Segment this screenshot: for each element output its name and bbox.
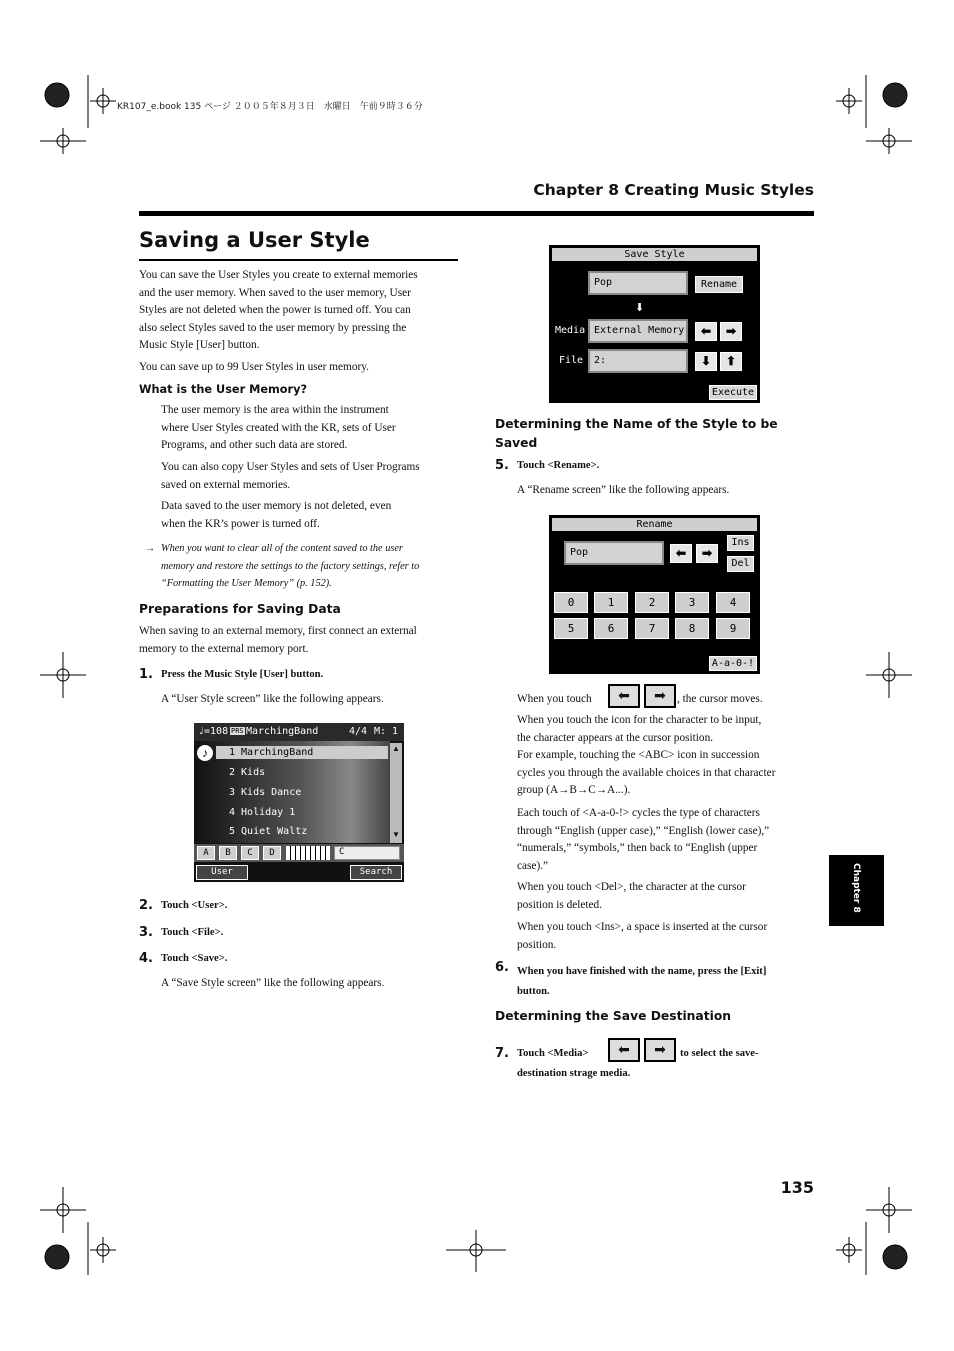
- right-paragraph-4: [517, 919, 767, 954]
- key-6[interactable]: 6: [594, 618, 628, 639]
- scroll-down-icon[interactable]: ▼: [392, 830, 400, 839]
- step-2-number: 2.: [139, 898, 153, 913]
- title-underline: [139, 259, 458, 261]
- text-line: button.: [517, 986, 550, 997]
- text-line: position is deleted.: [517, 898, 603, 911]
- step-6-text: [517, 962, 766, 1002]
- file-down-arrow-button[interactable]: ⬇: [695, 352, 717, 371]
- step-5-number: 5.: [495, 458, 509, 473]
- execute-button[interactable]: Execute: [709, 385, 757, 400]
- intro-paragraph: [139, 267, 469, 355]
- search-field[interactable]: C: [334, 846, 400, 860]
- char-type-button[interactable]: A-a-0-!: [709, 656, 757, 671]
- measure-value: 1: [392, 726, 399, 737]
- list-item[interactable]: 5 Quiet Waltz: [229, 826, 308, 837]
- media-left-arrow-button[interactable]: ⬅: [695, 322, 717, 341]
- intro-paragraph-2: You can save up to 99 User Styles in user memory.: [139, 361, 369, 373]
- cursor-text-post: , the cursor moves.: [677, 693, 763, 705]
- tab-d[interactable]: D: [263, 846, 281, 860]
- what-paragraph-1: [161, 402, 396, 455]
- text-line: When you touch <Del>, the character at the cursor: [517, 881, 746, 893]
- media-label: Media: [555, 325, 586, 336]
- style-name-display: MarchingBand: [246, 726, 319, 737]
- user-style-screen: [194, 723, 404, 882]
- file-label: File: [559, 355, 584, 366]
- preset-badge: PRS: [231, 727, 244, 735]
- right-paragraph-3: [517, 879, 746, 914]
- step-6-number: 6.: [495, 960, 509, 975]
- tab-c[interactable]: C: [241, 846, 259, 860]
- print-meta: KR107_e.book 135 ページ ２００５年８月３日 水曜日 午前９時３６分: [117, 102, 423, 112]
- step-3-number: 3.: [139, 925, 153, 940]
- text-line: You can also copy User Styles and sets of User Programs: [161, 461, 420, 473]
- ins-button[interactable]: Ins: [727, 535, 754, 551]
- style-name-field[interactable]: Pop: [588, 271, 688, 295]
- list-item[interactable]: 4 Holiday 1: [229, 807, 296, 818]
- music-note-icon: ♪: [197, 745, 213, 761]
- search-button[interactable]: Search: [350, 865, 402, 880]
- note-text: [161, 540, 419, 593]
- text-line: the character appears at the cursor position.: [517, 731, 714, 744]
- what-heading: What is the User Memory?: [139, 383, 308, 396]
- file-field[interactable]: 2:: [588, 349, 688, 373]
- tab-a[interactable]: A: [197, 846, 215, 860]
- text-line: saved on external memories.: [161, 478, 291, 491]
- det-name-heading: [495, 415, 778, 453]
- measure-label: M:: [374, 726, 387, 737]
- prep-paragraph: [139, 623, 417, 658]
- key-3[interactable]: 3: [675, 592, 709, 613]
- step-4-number: 4.: [139, 951, 153, 966]
- screen-title: Save Style: [552, 248, 757, 261]
- save-style-screen: [549, 245, 760, 403]
- chapter-side-tab: [829, 855, 884, 926]
- keyboard-icon: [286, 846, 330, 860]
- text-line: group (A→B→C→A...).: [517, 784, 631, 797]
- text-line: and the user memory. When saved to the user memory, User: [139, 286, 411, 299]
- right-paragraph-2: [517, 805, 769, 875]
- heading-line: Determining the Name of the Style to be: [495, 417, 778, 431]
- file-up-arrow-button[interactable]: ⬆: [720, 352, 742, 371]
- text-line: For example, touching the <ABC> icon in succession: [517, 749, 760, 762]
- text-line: “Formatting the User Memory” (p. 152).: [161, 578, 332, 590]
- cursor-text-pre: When you touch: [517, 693, 592, 705]
- text-line: Data saved to the user memory is not deleted, even: [161, 500, 392, 512]
- step-1-number: 1.: [139, 667, 153, 682]
- key-7[interactable]: 7: [635, 618, 669, 639]
- text-line: Styles are not deleted when the power is turned off. You can: [139, 304, 411, 317]
- text-line: The user memory is the area within the instrument: [161, 404, 389, 416]
- step-7-text-pre: Touch <Media>: [517, 1048, 589, 1059]
- text-line: through “English (upper case),” “English (lower case),”: [517, 824, 770, 837]
- page-number: 135: [780, 1178, 814, 1197]
- key-2[interactable]: 2: [635, 592, 669, 613]
- text-line: When you want to clear all of the content saved to the user: [161, 543, 403, 554]
- right-paragraph-1: [517, 712, 775, 800]
- text-line: also select Styles saved to the user memory by pressing the: [139, 321, 407, 334]
- step-4-result: A “Save Style screen” like the following appears.: [161, 977, 385, 989]
- text-line: You can save the User Styles you create to external memories: [139, 269, 418, 281]
- text-line: Music Style [User] button.: [139, 339, 260, 352]
- cursor-right-arrow-button[interactable]: ➡: [696, 544, 718, 563]
- scroll-up-icon[interactable]: ▲: [392, 744, 400, 753]
- del-button[interactable]: Del: [727, 556, 754, 572]
- inline-left-arrow-icon: ⬅: [608, 1038, 640, 1062]
- prep-heading: Preparations for Saving Data: [139, 602, 341, 616]
- text-line: When you touch the icon for the character to be input,: [517, 714, 762, 726]
- text-line: memory to the external memory port.: [139, 642, 309, 655]
- inline-right-arrow-icon: ➡: [644, 684, 676, 708]
- text-line: case).”: [517, 859, 549, 872]
- tempo-display: ♩=108: [198, 726, 229, 737]
- text-line: position.: [517, 938, 557, 951]
- what-paragraph-2: [161, 459, 420, 494]
- step-5-result: A “Rename screen” like the following appears.: [517, 484, 730, 496]
- dest-heading: Determining the Save Destination: [495, 1009, 732, 1023]
- side-tab-label: Chapter 8: [851, 863, 861, 913]
- text-line: When saving to an external memory, first connect an external: [139, 625, 417, 637]
- down-arrow-icon: ⬇: [635, 302, 645, 314]
- step-1-result: A “User Style screen” like the following appears.: [161, 693, 384, 705]
- key-1[interactable]: 1: [594, 592, 628, 613]
- screen-topbar: [194, 723, 404, 741]
- media-right-arrow-button[interactable]: ➡: [720, 322, 742, 341]
- key-9[interactable]: 9: [716, 618, 750, 639]
- meter-display: 4/4: [349, 726, 368, 737]
- cursor-left-arrow-button[interactable]: ⬅: [670, 544, 692, 563]
- list-item[interactable]: 3 Kids Dance: [229, 787, 302, 798]
- step-1-text: Press the Music Style [User] button.: [161, 669, 324, 680]
- step-3-text: Touch <File>.: [161, 927, 224, 938]
- key-4[interactable]: 4: [716, 592, 750, 613]
- text-line: memory and restore the settings to the factory settings, refer to: [161, 560, 420, 572]
- text-line: Programs, and other such data are stored.: [161, 439, 348, 452]
- step-2-text: Touch <User>.: [161, 900, 228, 911]
- list-item[interactable]: 2 Kids: [229, 767, 266, 778]
- text-line: When you touch <Ins>, a space is inserted at the cursor: [517, 921, 768, 933]
- screen-title: Rename: [552, 518, 757, 531]
- user-button[interactable]: User: [196, 865, 248, 880]
- step-5-text: Touch <Rename>.: [517, 460, 600, 471]
- step-7-text-post: to select the save-: [680, 1048, 759, 1059]
- media-field[interactable]: External Memory: [588, 319, 688, 343]
- step-7-text-line2: destination strage media.: [517, 1068, 631, 1079]
- what-paragraph-3: [161, 498, 391, 533]
- rename-button[interactable]: Rename: [695, 276, 743, 293]
- name-input[interactable]: Pop: [564, 541, 664, 565]
- scrollbar[interactable]: [390, 743, 402, 843]
- text-line: “numerals,” “symbols,” then back to “English (upper: [517, 842, 758, 855]
- inline-left-arrow-icon: ⬅: [608, 684, 640, 708]
- text-line: cycles you through the available choices in that character: [517, 766, 776, 779]
- key-0[interactable]: 0: [554, 592, 588, 613]
- rename-screen: [549, 515, 760, 674]
- text-line: when the KR’s power is turned off.: [161, 517, 320, 530]
- list-item[interactable]: 1 MarchingBand: [229, 747, 314, 758]
- text-line: Each touch of <A-a-0-!> cycles the type of characters: [517, 807, 760, 819]
- header-rule: [139, 211, 814, 216]
- page-title: Saving a User Style: [139, 228, 370, 252]
- tab-b[interactable]: B: [219, 846, 237, 860]
- key-5[interactable]: 5: [554, 618, 588, 639]
- step-4-text: Touch <Save>.: [161, 953, 228, 964]
- inline-right-arrow-icon: ➡: [644, 1038, 676, 1062]
- step-7-number: 7.: [495, 1046, 509, 1061]
- text-line: where User Styles created with the KR, sets of User: [161, 421, 396, 434]
- text-line: When you have finished with the name, press the [Exit]: [517, 966, 767, 977]
- chapter-header: Chapter 8 Creating Music Styles: [533, 181, 814, 199]
- key-8[interactable]: 8: [675, 618, 709, 639]
- heading-line: Saved: [495, 436, 538, 450]
- note-arrow: →: [145, 543, 156, 554]
